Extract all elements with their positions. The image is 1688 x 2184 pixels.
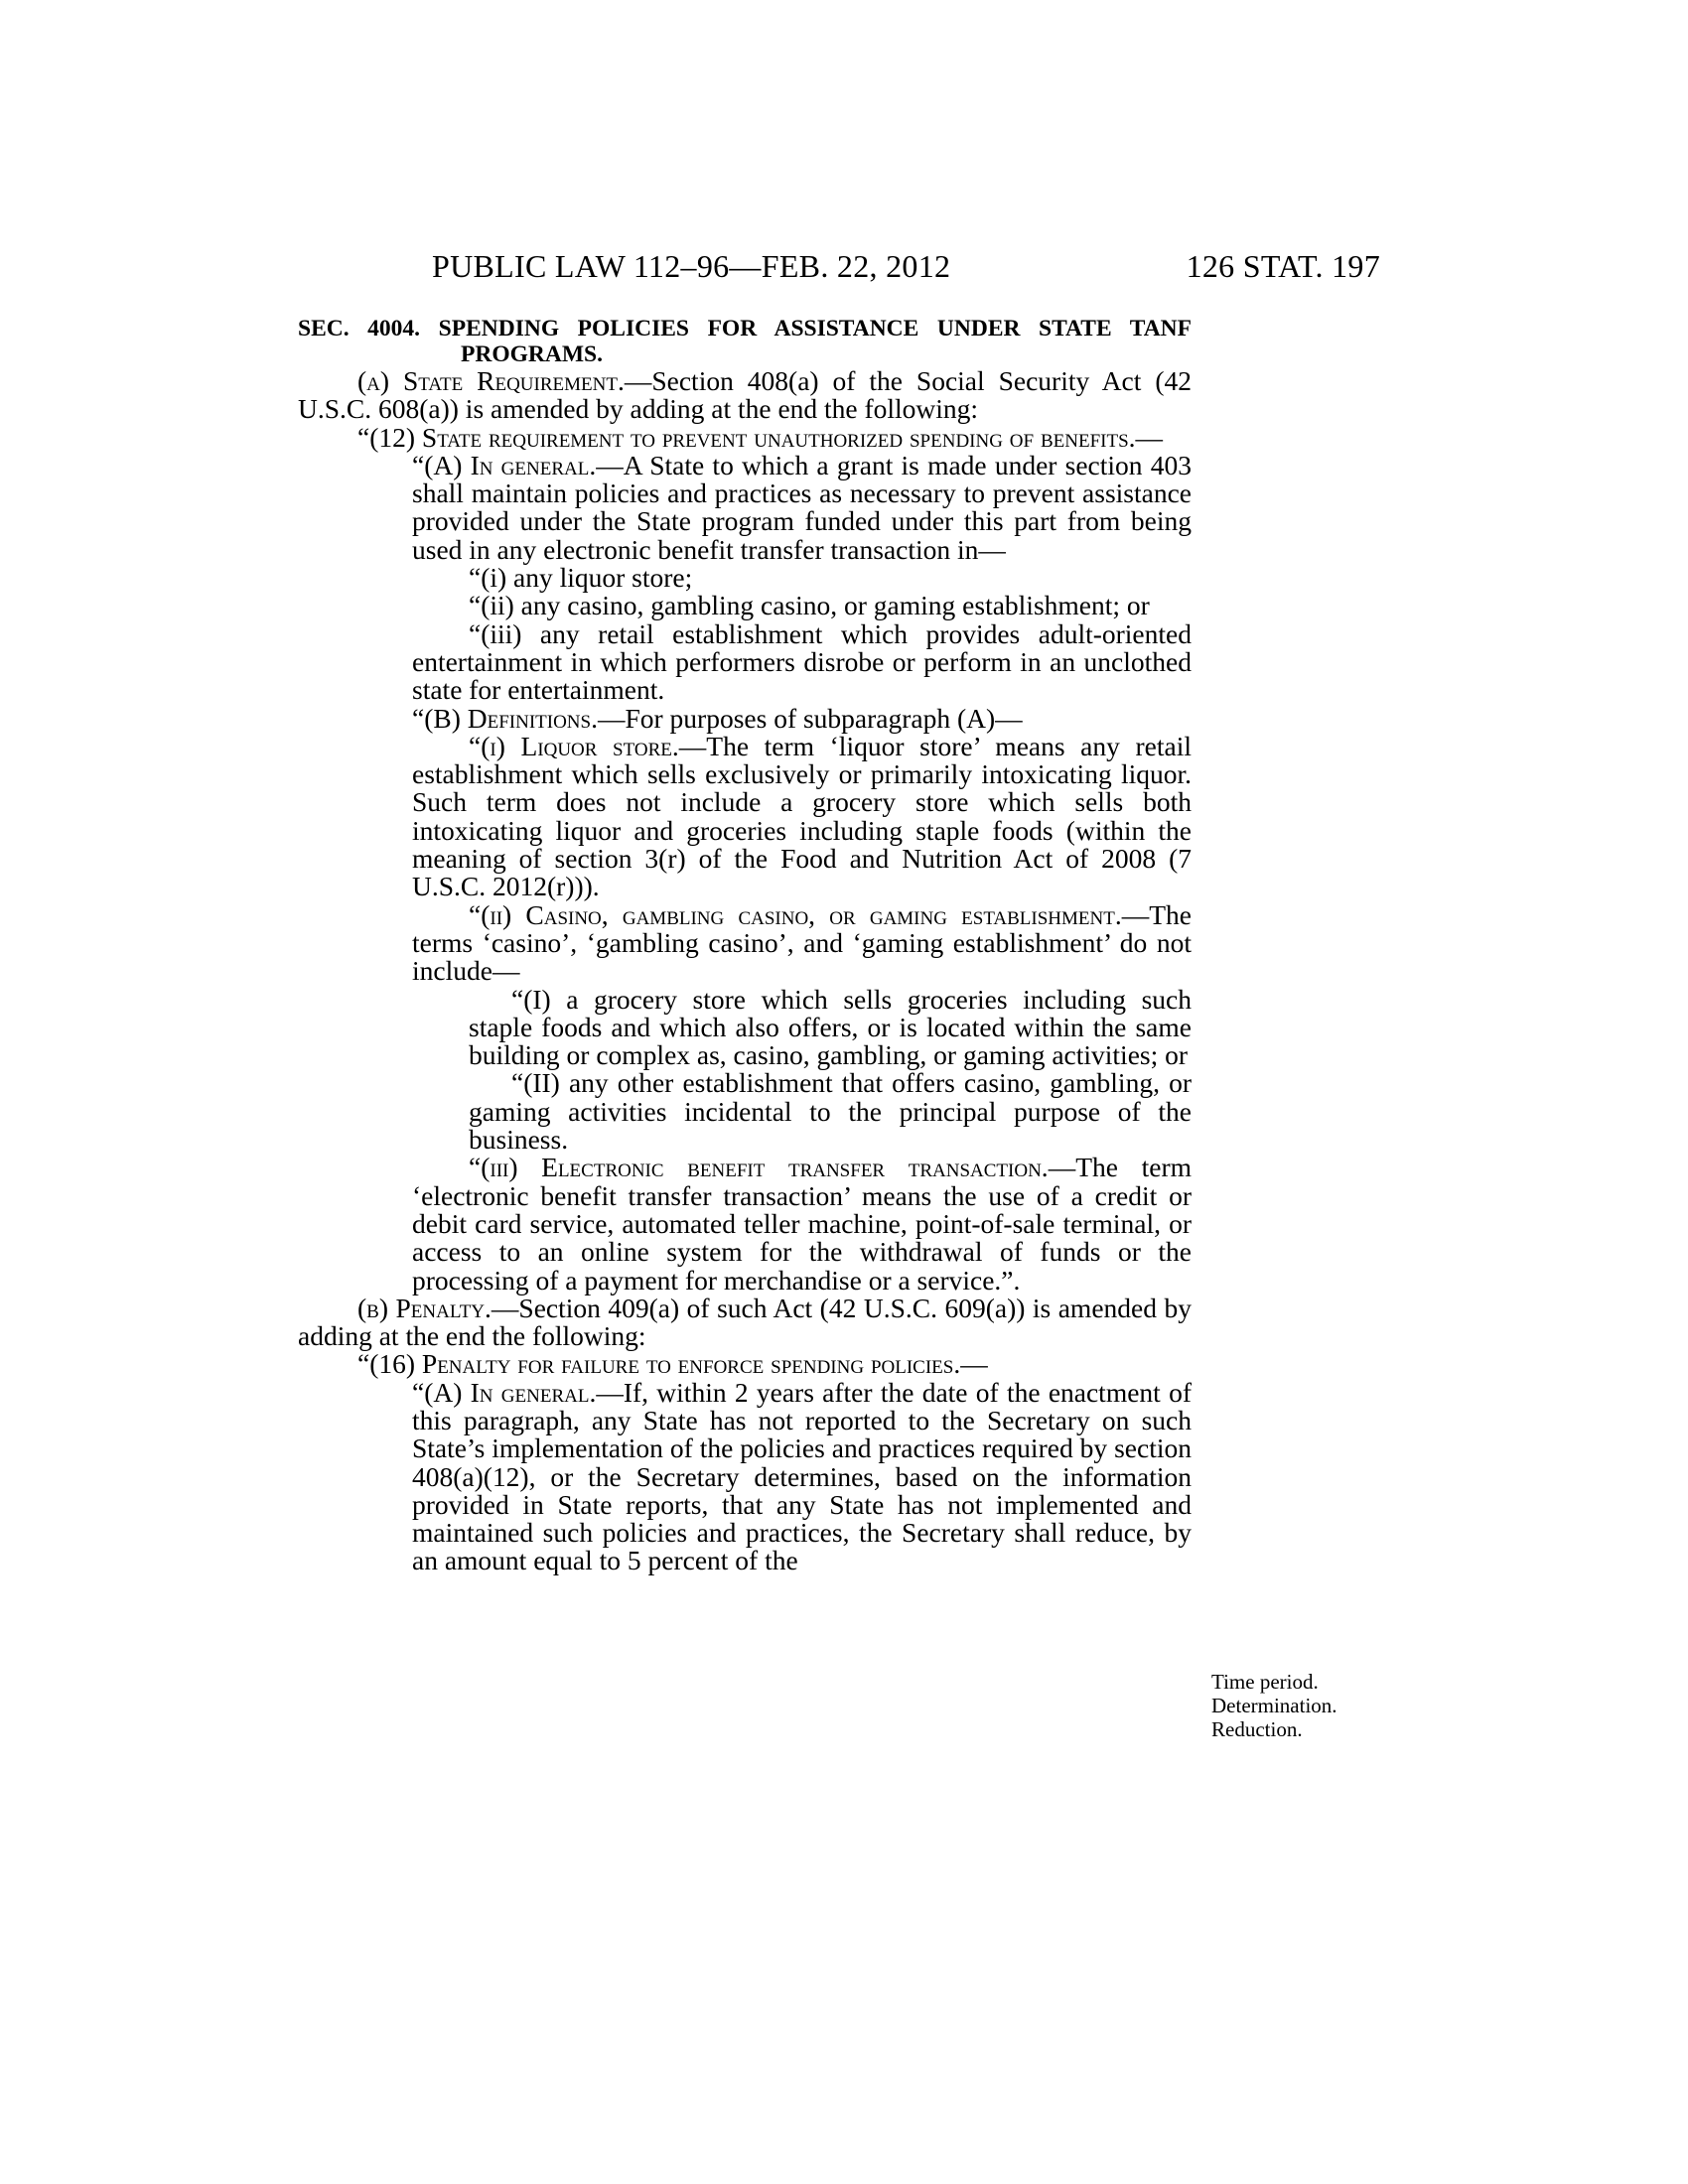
paragraph-12-dash: — bbox=[1135, 421, 1164, 453]
margin-note-reduction: Reduction. bbox=[1211, 1717, 1303, 1741]
paragraph-16-A-text: —If, within 2 years after the date of the enactment of this paragraph, any State has not reported to the Secretary on such State’s implementation of the policies and practices required by section 408(a)(12), or the Secretary determines, based on the information provided in State reports, that any State has not implemented and maintained such policies and practices, the Secretary shall reduce, by an amount equal to 5 percent of the bbox=[412, 1376, 1192, 1576]
clause-B-ii-text: —The terms ‘casino’, ‘gambling casino’, and ‘gaming establishment’ do not include— bbox=[412, 898, 1192, 987]
section-title: SPENDING POLICIES FOR ASSISTANCE UNDER STATE TANF PROGRAMS. bbox=[438, 316, 1193, 367]
margin-notes bbox=[1211, 1670, 1350, 1741]
margin-note-time-period: Time period. bbox=[1211, 1670, 1319, 1694]
subsection-a-heading: (a) State Requirement. bbox=[357, 365, 625, 396]
paragraph-16-title: “(16) Penalty for failure to enforce spending policies. bbox=[357, 1348, 961, 1380]
subsection-a-text: —Section 408(a) of the Social Security Act (42 U.S.C. 608(a)) is amended by adding at the end the following: bbox=[298, 365, 1192, 425]
subsection-b-text: —Section 409(a) of such Act (42 U.S.C. 609(a)) is amended by adding at the end the following: bbox=[298, 1292, 1192, 1352]
subparagraph-A bbox=[412, 449, 1192, 565]
subclause-B-ii-II: “(II) any other establishment that offers casino, gambling, or gaming activities incidental to the principal purpose of the business. bbox=[469, 1067, 1192, 1156]
paragraph-16-subparagraph-A bbox=[412, 1376, 1192, 1576]
clause-B-ii-heading: “(ii) Casino, gambling casino, or gaming establishment. bbox=[469, 898, 1122, 930]
clause-B-ii bbox=[412, 898, 1192, 987]
paragraph-16-A-heading: “(A) In general. bbox=[412, 1376, 597, 1408]
margin-note-determination: Determination. bbox=[1211, 1694, 1337, 1717]
clause-B-iii-text: —The term ‘electronic benefit transfer transaction’ means the use of a credit or debit card service, automated teller machine, point-of-sale terminal, or access to an online system for the withdrawal of funds or the processing of a payment for merchandise or a service.”. bbox=[412, 1152, 1192, 1296]
clause-B-i-text: —The term ‘liquor store’ means any retail establishment which sells exclusively or primarily intoxicating liquor. Such term does not include a grocery store which sells both intoxicating liquor and groceries including staple foods (within the meaning of section 3(r) of the Food and Nutrition Act of 2008 (7 U.S.C. 2012(r))). bbox=[412, 730, 1192, 902]
section-heading bbox=[298, 316, 1192, 367]
subsection-b bbox=[298, 1292, 1192, 1352]
subparagraph-B-heading: “(B) Definitions. bbox=[412, 702, 598, 734]
paragraph-12-title: “(12) State requirement to prevent unauthorized spending of benefits. bbox=[357, 421, 1136, 453]
paragraph-12-heading bbox=[357, 421, 1192, 453]
clause-B-i bbox=[412, 730, 1192, 902]
subclause-B-ii-I: “(I) a grocery store which sells groceries including such staple foods and which also offers, or is located within the same building or complex as, casino, gambling, or gaming activities; or bbox=[469, 983, 1192, 1071]
clause-A-ii: “(ii) any casino, gambling casino, or gaming establishment; or bbox=[469, 590, 1150, 621]
subparagraph-B-text: —For purposes of subparagraph (A)— bbox=[597, 702, 1023, 734]
clause-B-iii bbox=[412, 1154, 1192, 1294]
public-law-title: PUBLIC LAW 112–96—FEB. 22, 2012 bbox=[432, 248, 951, 284]
running-header bbox=[298, 248, 1380, 288]
paragraph-16-heading bbox=[357, 1350, 1192, 1378]
paragraph-16-dash: — bbox=[960, 1348, 988, 1380]
clause-B-iii-heading: “(iii) Electronic benefit transfer transaction. bbox=[469, 1152, 1049, 1183]
subparagraph-A-heading: “(A) In general. bbox=[412, 449, 597, 480]
clause-A-i: “(i) any liquor store; bbox=[469, 562, 693, 594]
clause-A-iii: “(iii) any retail establishment which provides adult-oriented entertainment in which performers disrobe or perform in an unclothed state for entertainment. bbox=[412, 617, 1192, 706]
section-number: SEC. 4004. bbox=[298, 316, 421, 341]
clause-B-i-heading: “(i) Liquor store. bbox=[469, 730, 679, 761]
subsection-b-heading: (b) Penalty. bbox=[357, 1292, 492, 1323]
statute-page-number: 126 STAT. 197 bbox=[1186, 248, 1380, 284]
subparagraph-A-text: —A State to which a grant is made under section 403 shall maintain policies and practices as necessary to prevent assistance provided under the State program funded under this part from being used in any electronic benefit transfer transaction in— bbox=[412, 449, 1192, 565]
document-body bbox=[298, 316, 1192, 1575]
subsection-a bbox=[298, 367, 1192, 424]
subparagraph-B bbox=[357, 702, 1192, 734]
